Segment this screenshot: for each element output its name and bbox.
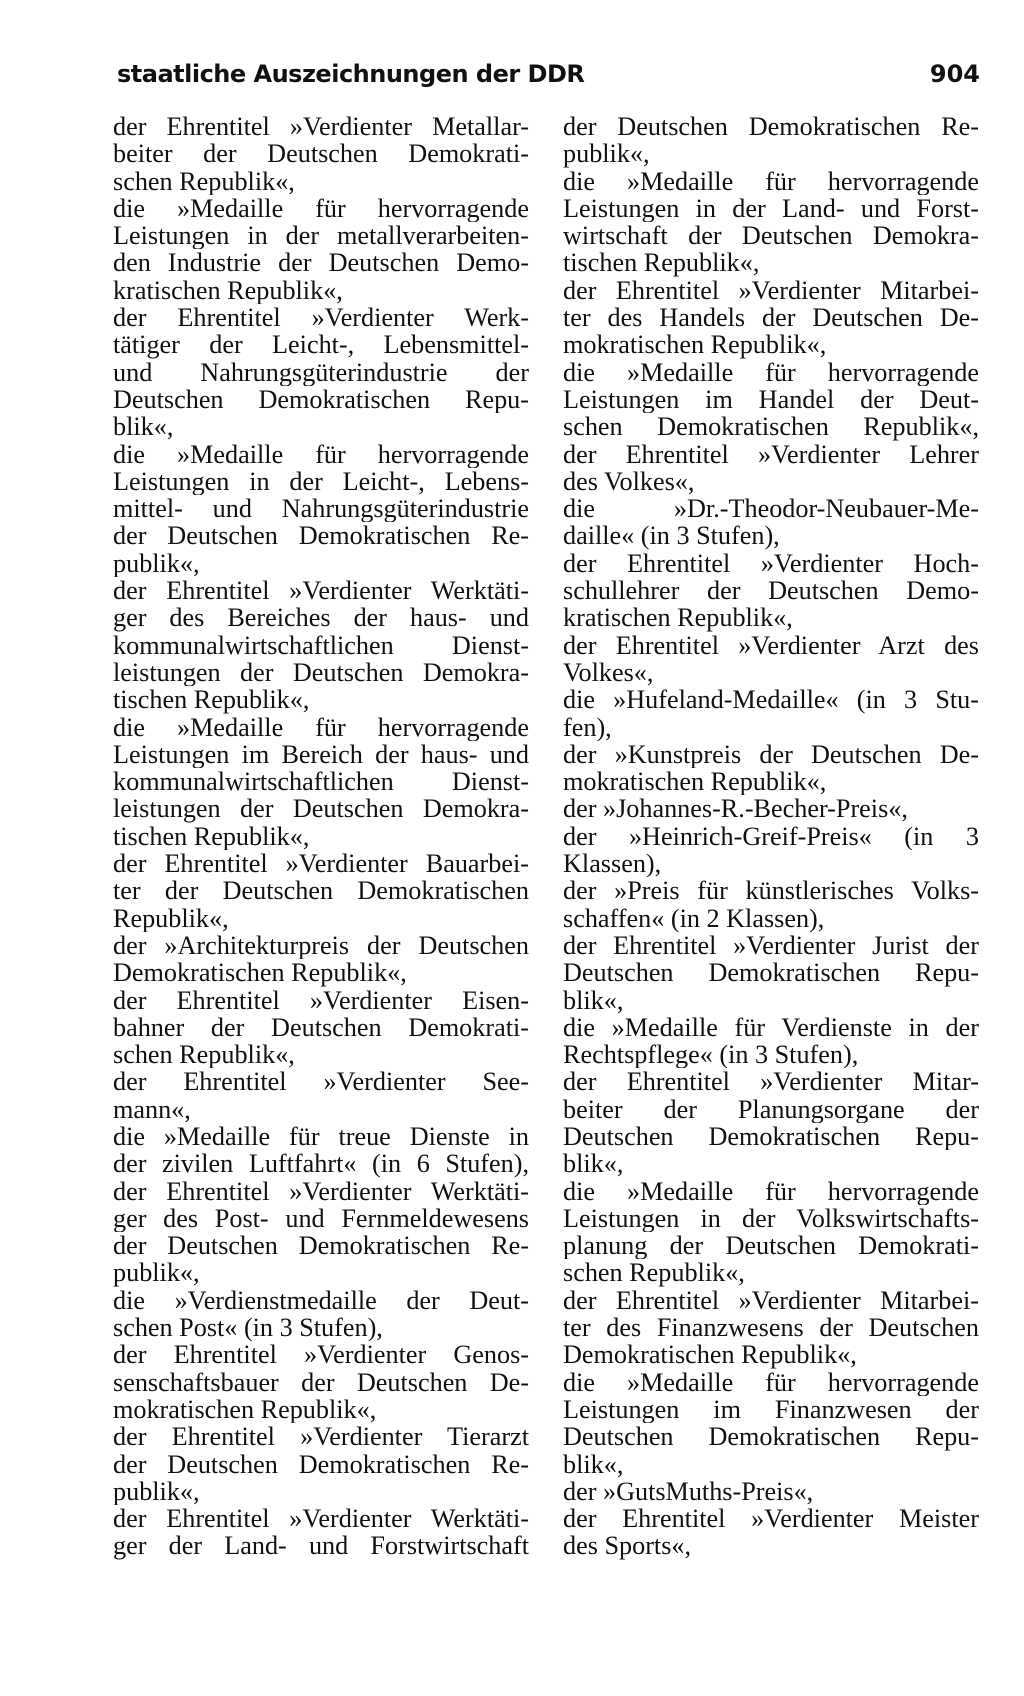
- left-column-line: kommunalwirtschaftlichen Dienst-: [113, 631, 529, 659]
- left-column-line: publik«,: [113, 1259, 200, 1287]
- left-column-line: bahner der Deutschen Demokrati-: [113, 1013, 529, 1042]
- left-column-line: kratischen Republik«,: [113, 276, 343, 305]
- right-column-line: daille« (in 3 Stufen),: [563, 522, 780, 550]
- right-column-line: mokratischen Republik«,: [563, 331, 827, 359]
- running-head: [117, 58, 980, 98]
- right-column-line: der Ehrentitel »Verdienter Meister: [563, 1505, 979, 1533]
- left-column-line: der Ehrentitel »Verdienter Werktäti-: [113, 577, 529, 605]
- right-column-line: wirtschaft der Deutschen Demokra-: [563, 222, 979, 250]
- right-column-line: Leistungen im Finanzwesen der: [563, 1395, 979, 1424]
- right-column-line: die »Medaille für hervorragende: [563, 358, 979, 386]
- left-column-line: publik«,: [113, 1477, 200, 1506]
- left-column-line: und Nahrungsgüterindustrie der: [113, 358, 529, 386]
- left-column-line: Leistungen im Bereich der haus- und: [113, 740, 529, 769]
- left-column-line: Deutschen Demokratischen Repu-: [113, 385, 529, 414]
- left-column-line: die »Medaille für hervorragende: [113, 440, 529, 468]
- right-column-line: der Ehrentitel »Verdienter Mitar-: [563, 1068, 979, 1096]
- right-text-column: [563, 113, 979, 1560]
- left-column-line: der Deutschen Demokratischen Re-: [113, 1232, 529, 1260]
- right-column-line: tischen Republik«,: [563, 249, 760, 277]
- right-column-line: schen Republik«,: [563, 1259, 745, 1287]
- left-column-line: der Ehrentitel »Verdienter Genos-: [113, 1341, 529, 1369]
- right-column-line: der »Heinrich-Greif-Preis« (in 3: [563, 822, 979, 851]
- left-column-line: der Ehrentitel »Verdienter Tierarzt: [113, 1423, 529, 1451]
- right-column-line: der Ehrentitel »Verdienter Lehrer: [563, 440, 979, 468]
- right-column-line: Leistungen im Handel der Deut-: [563, 385, 979, 414]
- left-column-line: senschaftsbauer der Deutschen De-: [113, 1368, 529, 1396]
- left-column-line: tätiger der Leicht-, Lebensmittel-: [113, 331, 529, 359]
- left-column-line: Demokratischen Republik«,: [113, 959, 407, 987]
- right-column-line: der Ehrentitel »Verdienter Jurist der: [563, 931, 979, 960]
- right-column-line: Deutschen Demokratischen Repu-: [563, 1122, 979, 1151]
- left-column-line: der Ehrentitel »Verdienter See-: [113, 1068, 529, 1096]
- right-column-line: blik«,: [563, 1450, 624, 1478]
- left-column-line: der Deutschen Demokratischen Re-: [113, 1450, 529, 1478]
- left-column-line: der Ehrentitel »Verdienter Metallar-: [113, 113, 529, 141]
- right-column-line: Klassen),: [563, 850, 662, 878]
- right-column-line: fen),: [563, 713, 612, 741]
- right-column-line: blik«,: [563, 1150, 624, 1178]
- left-column-line: leistungen der Deutschen Demokra-: [113, 795, 529, 823]
- left-column-line: kommunalwirtschaftlichen Dienst-: [113, 768, 529, 796]
- left-column-line: mann«,: [113, 1095, 191, 1123]
- left-column-line: die »Verdienstmedaille der Deut-: [113, 1286, 529, 1315]
- right-column-line: ter des Handels der Deutschen De-: [563, 304, 979, 332]
- right-column-line: ter des Finanzwesens der Deutschen: [563, 1314, 979, 1342]
- right-column-line: die »Medaille für hervorragende: [563, 1368, 979, 1396]
- left-column-line: schen Republik«,: [113, 1041, 295, 1069]
- right-column-line: mokratischen Republik«,: [563, 768, 827, 796]
- left-column-line: der Deutschen Demokratischen Re-: [113, 522, 529, 550]
- right-column-line: der »GutsMuths-Preis«,: [563, 1477, 814, 1506]
- left-column-line: ter der Deutschen Demokratischen: [113, 877, 529, 905]
- right-column-line: der Deutschen Demokratischen Re-: [563, 113, 979, 141]
- right-column-line: der »Johannes-R.-Becher-Preis«,: [563, 795, 908, 823]
- right-column-line: Leistungen in der Volkswirtschafts-: [563, 1204, 979, 1233]
- right-column-line: des Sports«,: [563, 1532, 692, 1560]
- left-column-line: der Ehrentitel »Verdienter Werktäti-: [113, 1177, 529, 1205]
- right-column-line: der Ehrentitel »Verdienter Mitarbei-: [563, 276, 979, 305]
- right-column-line: Deutschen Demokratischen Repu-: [563, 1423, 979, 1451]
- left-column-line: der »Architekturpreis der Deutschen: [113, 931, 529, 960]
- left-column-line: die »Medaille für hervorragende: [113, 194, 529, 223]
- left-column-line: der zivilen Luftfahrt« (in 6 Stufen),: [113, 1150, 529, 1178]
- right-column-line: die »Dr.-Theodor-Neubauer-Me-: [563, 495, 979, 523]
- right-column-line: der »Preis für künstlerisches Volks-: [563, 877, 979, 905]
- right-column-line: Volkes«,: [563, 658, 654, 687]
- left-column-line: Leistungen in der metallverarbeiten-: [113, 222, 529, 250]
- right-column-line: publik«,: [563, 140, 650, 168]
- left-column-line: schen Post« (in 3 Stufen),: [113, 1314, 383, 1342]
- right-column-line: der Ehrentitel »Verdienter Mitarbei-: [563, 1286, 979, 1315]
- left-column-line: ger des Bereiches der haus- und: [113, 604, 529, 632]
- left-column-line: der Ehrentitel »Verdienter Bauarbei-: [113, 850, 529, 878]
- left-column-line: ger des Post- und Fernmeldewesens: [113, 1204, 529, 1233]
- right-column-line: schaffen« (in 2 Klassen),: [563, 904, 825, 932]
- left-column-line: Leistungen in der Leicht-, Lebens-: [113, 467, 529, 496]
- right-column-line: Demokratischen Republik«,: [563, 1341, 857, 1369]
- left-column-line: mittel- und Nahrungsgüterindustrie: [113, 495, 529, 523]
- left-column-line: leistungen der Deutschen Demokra-: [113, 658, 529, 687]
- right-column-line: Deutschen Demokratischen Repu-: [563, 959, 979, 987]
- page-number: 904: [929, 60, 980, 88]
- left-column-line: der Ehrentitel »Verdienter Werktäti-: [113, 1505, 529, 1533]
- left-column-line: blik«,: [113, 413, 174, 441]
- right-column-line: schullehrer der Deutschen Demo-: [563, 577, 979, 605]
- left-text-column: [113, 113, 529, 1560]
- left-column-line: die »Medaille für hervorragende: [113, 713, 529, 741]
- right-column-line: die »Medaille für hervorragende: [563, 1177, 979, 1205]
- left-column-line: tischen Republik«,: [113, 686, 310, 714]
- left-column-line: publik«,: [113, 549, 200, 578]
- left-column-line: tischen Republik«,: [113, 822, 310, 851]
- right-column-line: blik«,: [563, 986, 624, 1014]
- left-column-line: beiter der Deutschen Demokrati-: [113, 140, 529, 168]
- left-column-line: die »Medaille für treue Dienste in: [113, 1122, 529, 1151]
- left-column-line: schen Republik«,: [113, 167, 295, 195]
- left-column-line: Republik«,: [113, 904, 229, 932]
- left-column-line: der Ehrentitel »Verdienter Werk-: [113, 304, 529, 332]
- left-column-line: mokratischen Republik«,: [113, 1395, 377, 1424]
- right-column-line: der Ehrentitel »Verdienter Arzt des: [563, 631, 979, 659]
- left-column-line: ger der Land- und Forstwirtschaft: [113, 1532, 529, 1560]
- right-column-line: die »Medaille für Verdienste in der: [563, 1013, 979, 1042]
- right-column-line: schen Demokratischen Republik«,: [563, 413, 979, 441]
- right-column-line: beiter der Planungsorgane der: [563, 1095, 979, 1123]
- right-column-line: der Ehrentitel »Verdienter Hoch-: [563, 549, 979, 578]
- left-column-line: den Industrie der Deutschen Demo-: [113, 249, 529, 277]
- right-column-line: des Volkes«,: [563, 467, 695, 496]
- running-head-title: staatliche Auszeichnungen der DDR: [117, 60, 585, 88]
- right-column-line: planung der Deutschen Demokrati-: [563, 1232, 979, 1260]
- right-column-line: die »Medaille für hervorragende: [563, 167, 979, 195]
- left-column-line: der Ehrentitel »Verdienter Eisen-: [113, 986, 529, 1014]
- right-column-line: kratischen Republik«,: [563, 604, 793, 632]
- right-column-line: Leistungen in der Land- und Forst-: [563, 194, 979, 223]
- right-column-line: die »Hufeland-Medaille« (in 3 Stu-: [563, 686, 979, 714]
- right-column-line: Rechtspflege« (in 3 Stufen),: [563, 1041, 859, 1069]
- right-column-line: der »Kunstpreis der Deutschen De-: [563, 740, 979, 769]
